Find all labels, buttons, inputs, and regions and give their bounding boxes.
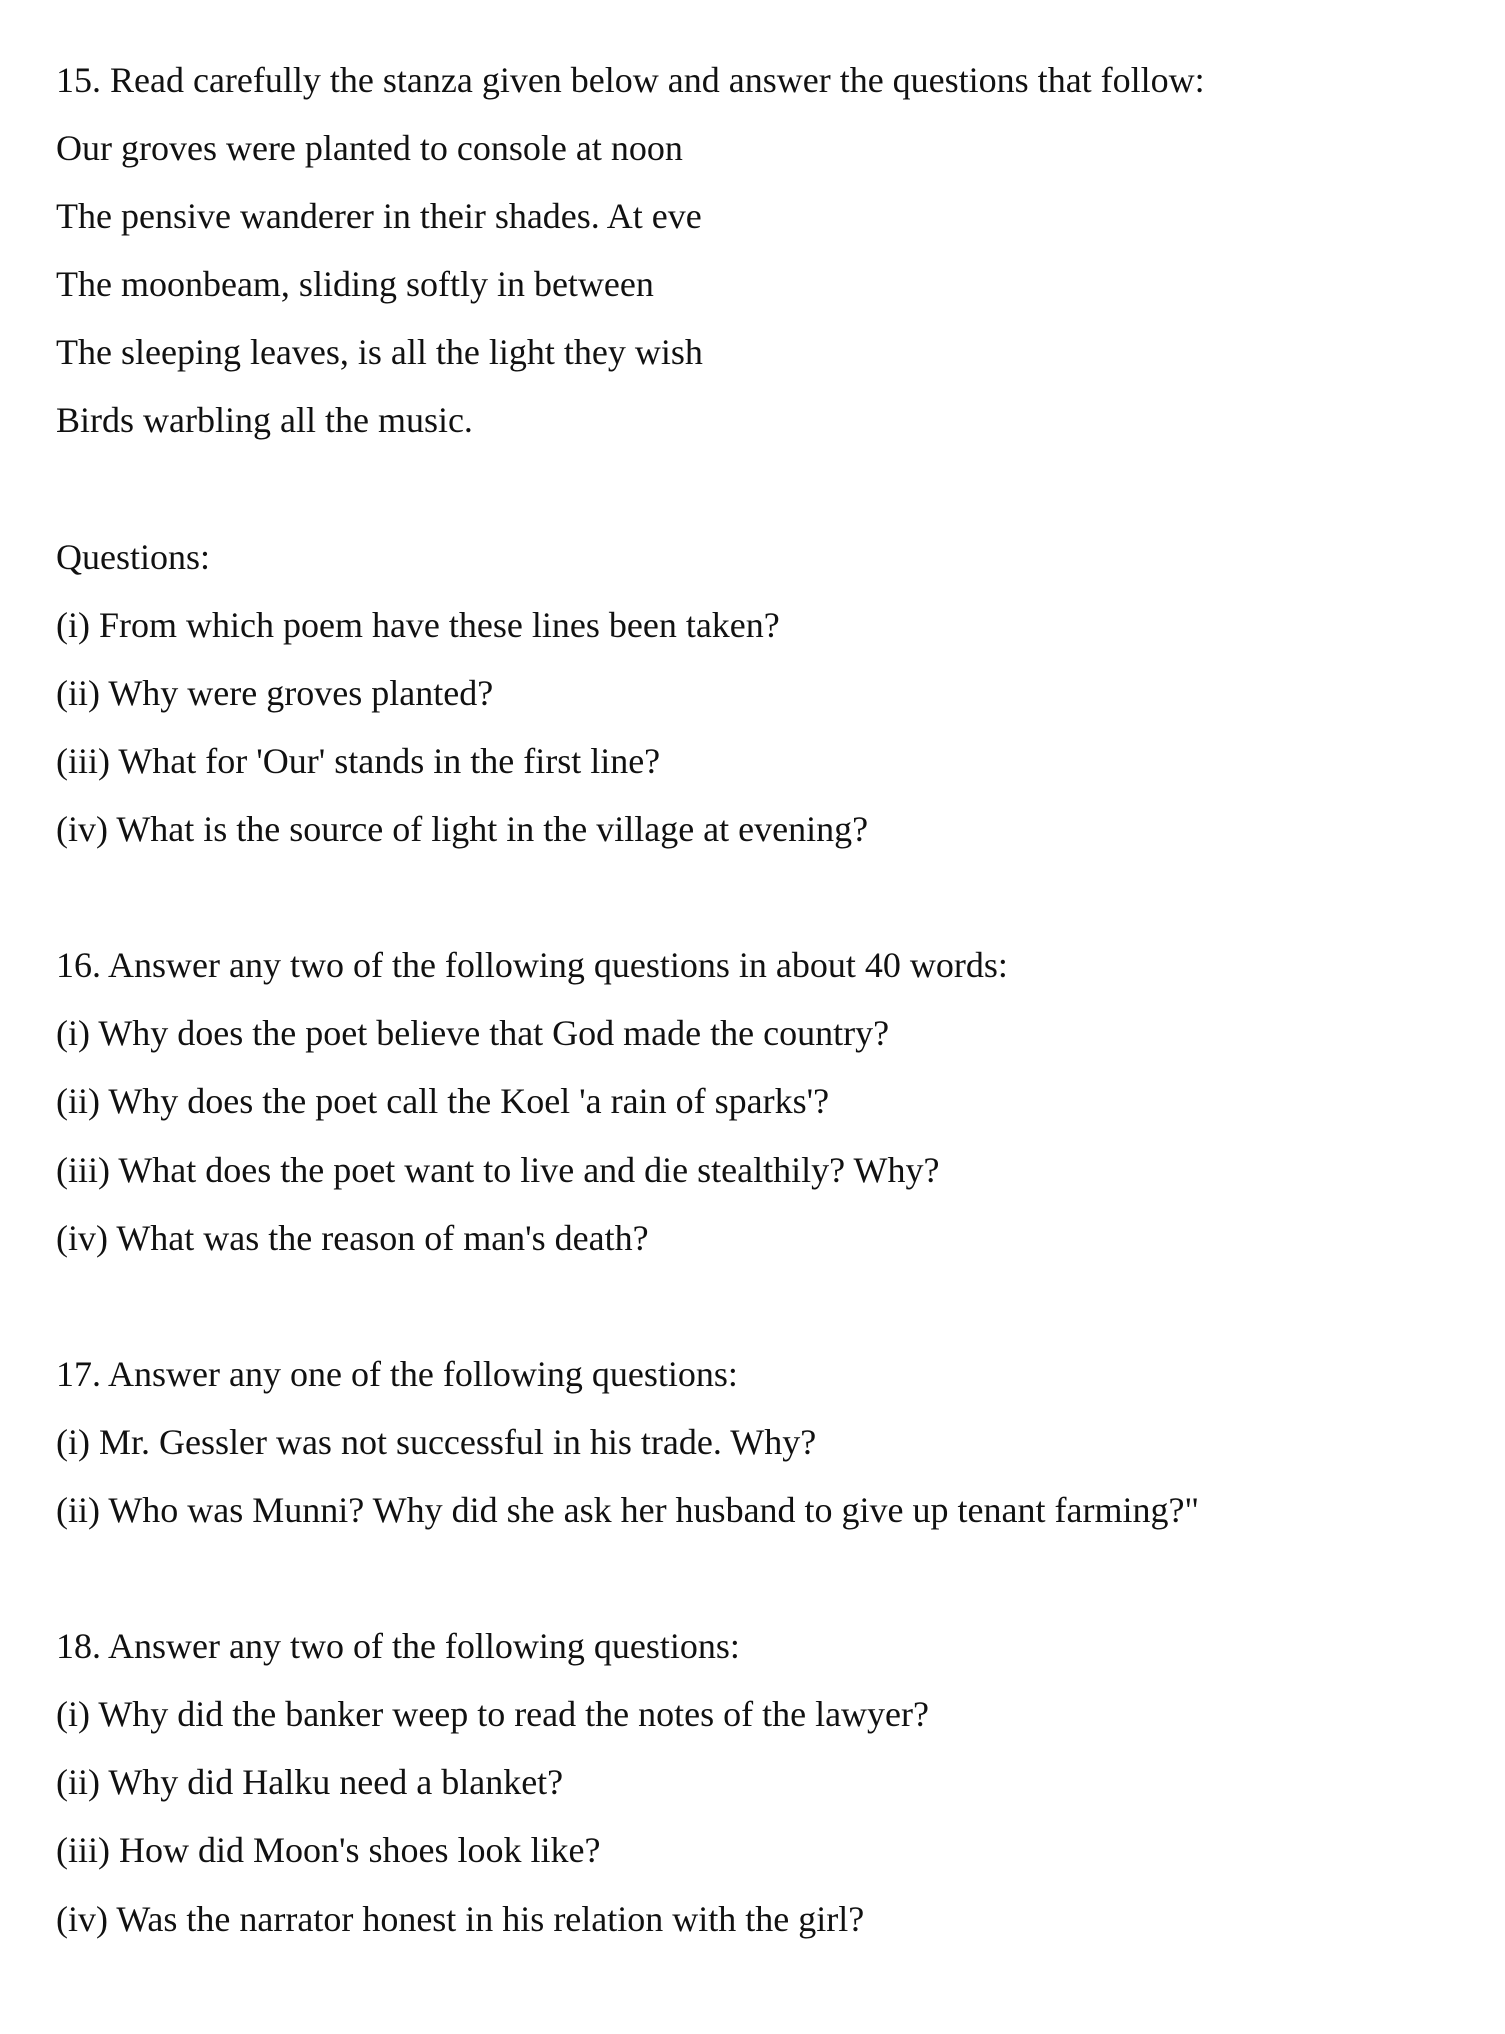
subquestion: (iii) What does the poet want to live and die stealthily? Why?	[56, 1149, 940, 1190]
question-17	[56, 1340, 1485, 1544]
question-18	[56, 1612, 1485, 1952]
subquestion: (i) Why did the banker weep to read the notes of the lawyer?	[56, 1694, 929, 1735]
question-heading: 18. Answer any two of the following questions:	[56, 1626, 740, 1667]
question-15-subquestions	[56, 523, 1485, 863]
question-heading: 15. Read carefully the stanza given below and answer the questions that follow:	[56, 60, 1205, 100]
subquestion: (i) Why does the poet believe that God made the country?	[56, 1013, 890, 1054]
subquestion: (i) From which poem have these lines been taken?	[56, 604, 780, 645]
stanza-line: The moonbeam, sliding softly in between	[56, 264, 654, 305]
subquestion: (ii) Why does the poet call the Koel 'a rain of sparks'?	[56, 1081, 830, 1122]
stanza-line: Our groves were planted to console at noon	[56, 128, 683, 169]
subquestion: (iii) How did Moon's shoes look like?	[56, 1830, 601, 1871]
subquestion: (ii) Why were groves planted?	[56, 672, 494, 713]
stanza-line: The sleeping leaves, is all the light they wish	[56, 332, 703, 373]
stanza-line: Birds warbling all the music.	[56, 400, 473, 441]
subquestion: (i) Mr. Gessler was not successful in his trade. Why?	[56, 1421, 817, 1462]
question-15	[56, 46, 1485, 455]
question-heading: 16. Answer any two of the following questions in about 40 words:	[56, 945, 1008, 986]
stanza-line: The pensive wanderer in their shades. At eve	[56, 196, 702, 237]
subquestion: (iii) What for 'Our' stands in the first line?	[56, 740, 661, 781]
question-16	[56, 931, 1485, 1271]
subquestion: (iv) Was the narrator honest in his relation with the girl?	[56, 1898, 865, 1939]
question-heading: 17. Answer any one of the following questions:	[56, 1353, 738, 1394]
subquestion: (ii) Why did Halku need a blanket?	[56, 1762, 564, 1803]
document-page	[56, 46, 1485, 2021]
subquestion: (iv) What is the source of light in the village at evening?	[56, 809, 869, 850]
subquestion: (ii) Who was Munni? Why did she ask her husband to give up tenant farming?"	[56, 1489, 1200, 1530]
subquestion: (iv) What was the reason of man's death?	[56, 1217, 649, 1258]
questions-heading: Questions:	[56, 536, 211, 577]
